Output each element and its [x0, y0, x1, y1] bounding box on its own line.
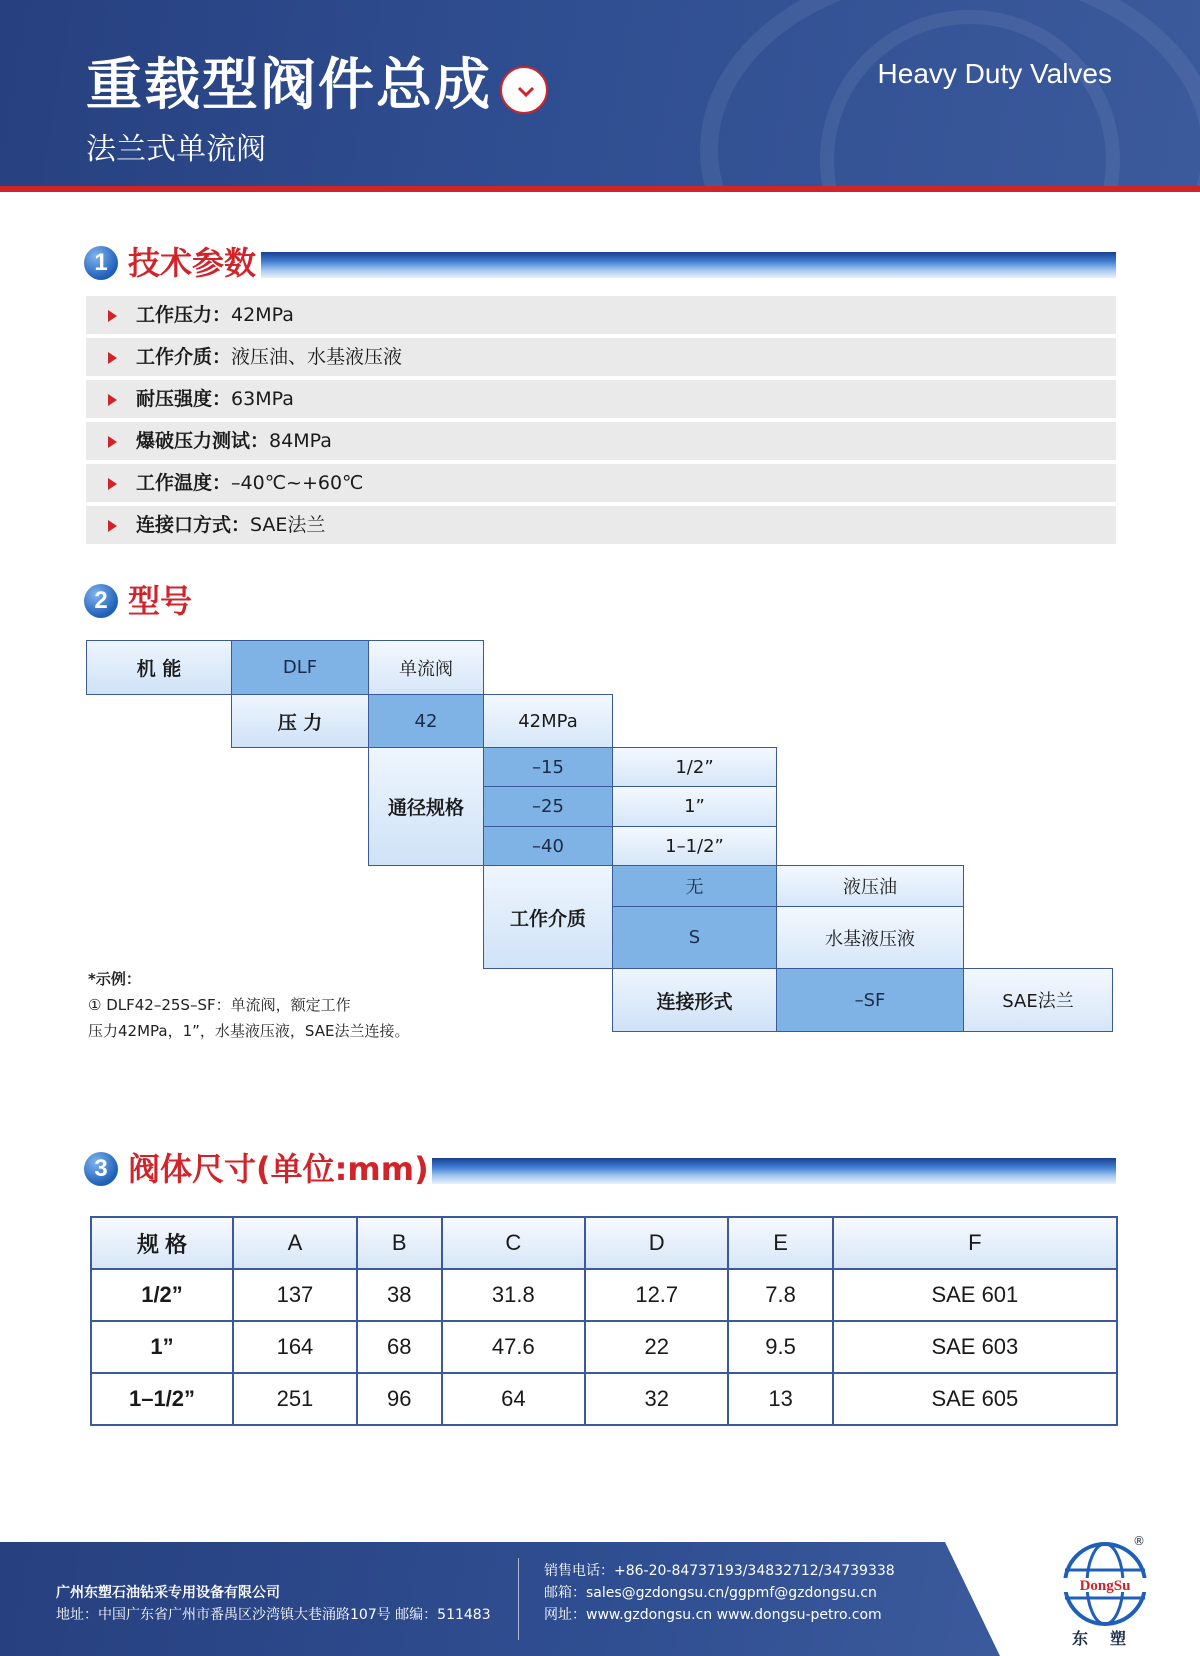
table-cell: 13 [728, 1373, 832, 1425]
section-title: 阀体尺寸(单位:mm) [128, 1150, 429, 1188]
column-header: 规 格 [91, 1217, 233, 1269]
table-cell: 164 [233, 1321, 357, 1373]
model-code-function: DLF [231, 640, 369, 695]
model-desc-bore: 1” [612, 786, 777, 827]
param-label: 工作压力： [136, 304, 232, 326]
section-header-tech-params [84, 242, 1116, 286]
page-subtitle: 法兰式单流阀 [86, 132, 266, 167]
triangle-bullet-icon [108, 352, 117, 364]
param-value: 63MPa [231, 388, 294, 410]
tech-params-list [86, 296, 1116, 548]
param-value: 液压油、水基液压液 [231, 346, 403, 368]
page-title-english: Heavy Duty Valves [877, 58, 1112, 89]
param-row [86, 338, 1116, 376]
registered-mark: ® [1133, 1534, 1145, 1548]
table-row [91, 1269, 1117, 1321]
table-cell: 1” [91, 1321, 233, 1373]
model-desc-bore: 1/2” [612, 747, 777, 787]
model-desc-medium: 水基液压液 [776, 906, 964, 969]
model-code-medium: S [612, 906, 777, 969]
model-code-medium: 无 [612, 865, 777, 907]
triangle-bullet-icon [108, 394, 117, 406]
table-cell: 12.7 [585, 1269, 728, 1321]
model-desc-medium: 液压油 [776, 865, 964, 907]
param-row [86, 380, 1116, 418]
param-value: 84MPa [269, 430, 332, 452]
table-cell: 251 [233, 1373, 357, 1425]
example-line: ① DLF42–25S–SF：单流阀，额定工作 [88, 996, 351, 1014]
section-header-dimensions [84, 1148, 1116, 1192]
section-header-model [84, 580, 384, 624]
table-header-row [91, 1217, 1117, 1269]
model-code-bore: –15 [483, 747, 613, 787]
param-row [86, 506, 1116, 544]
logo-text: DongSu [1079, 1578, 1131, 1594]
table-cell: 47.6 [442, 1321, 585, 1373]
triangle-bullet-icon [108, 310, 117, 322]
table-cell: 137 [233, 1269, 357, 1321]
model-example-note [88, 966, 409, 1044]
footer-email[interactable]: 邮箱：sales@gzdongsu.cn/ggpmf@gzdongsu.cn [544, 1585, 877, 1601]
page-footer [0, 1542, 1200, 1656]
table-cell: SAE 605 [833, 1373, 1117, 1425]
section-number-badge: 3 [84, 1152, 118, 1186]
table-row [91, 1373, 1117, 1425]
footer-phone: 销售电话：+86-20-84737193/34832712/34739338 [544, 1563, 895, 1579]
model-head-function: 机 能 [86, 640, 232, 695]
footer-address: 地址：中国广东省广州市番禺区沙湾镇大巷涌路107号 邮编：511483 [56, 1607, 491, 1623]
param-label: 耐压强度： [136, 388, 232, 410]
table-cell: SAE 601 [833, 1269, 1117, 1321]
model-head-medium: 工作介质 [483, 865, 613, 969]
table-cell: 22 [585, 1321, 728, 1373]
table-cell: SAE 603 [833, 1321, 1117, 1373]
param-value: 42MPa [231, 304, 294, 326]
column-header: E [728, 1217, 832, 1269]
triangle-bullet-icon [108, 478, 117, 490]
model-head-pressure: 压 力 [231, 694, 369, 748]
table-cell: 7.8 [728, 1269, 832, 1321]
section-title-bar [432, 1158, 1116, 1184]
example-line: 压力42MPa，1”，水基液压液，SAE法兰连接。 [88, 1022, 410, 1040]
model-desc-connection: SAE法兰 [963, 968, 1113, 1032]
model-desc-bore: 1–1/2” [612, 826, 777, 866]
section-number-badge: 2 [84, 584, 118, 618]
table-cell: 1–1/2” [91, 1373, 233, 1425]
param-value: SAE法兰 [250, 514, 326, 536]
page-title: 重载型阀件总成 [86, 53, 492, 118]
column-header: A [233, 1217, 357, 1269]
footer-company: 广州东塑石油钻采专用设备有限公司 [56, 1585, 280, 1601]
param-label: 爆破压力测试： [136, 430, 270, 452]
model-desc-pressure: 42MPa [483, 694, 613, 748]
model-code-bore: –25 [483, 786, 613, 827]
logo-chinese-name: 东塑 [1072, 1629, 1149, 1648]
section-title: 型号 [128, 582, 193, 620]
footer-divider [518, 1558, 519, 1640]
model-code-connection: –SF [776, 968, 964, 1032]
param-row [86, 422, 1116, 460]
table-cell: 9.5 [728, 1321, 832, 1373]
model-desc-function: 单流阀 [368, 640, 484, 695]
table-cell: 96 [357, 1373, 442, 1425]
section-title: 技术参数 [128, 244, 257, 282]
param-value: –40℃~+60℃ [231, 472, 364, 494]
param-row [86, 464, 1116, 502]
chevron-down-icon[interactable] [500, 66, 548, 114]
param-label: 连接口方式： [136, 514, 251, 536]
table-cell: 32 [585, 1373, 728, 1425]
table-cell: 31.8 [442, 1269, 585, 1321]
column-header: C [442, 1217, 585, 1269]
section-title-bar [261, 252, 1116, 278]
column-header: F [833, 1217, 1117, 1269]
table-cell: 38 [357, 1269, 442, 1321]
table-cell: 1/2” [91, 1269, 233, 1321]
footer-website[interactable]: 网址：www.gzdongsu.cn www.dongsu-petro.com [544, 1607, 882, 1623]
param-label: 工作温度： [136, 472, 232, 494]
column-header: B [357, 1217, 442, 1269]
example-title: *示例： [88, 970, 141, 988]
table-row [91, 1321, 1117, 1373]
model-code-pressure: 42 [368, 694, 484, 748]
triangle-bullet-icon [108, 520, 117, 532]
table-cell: 68 [357, 1321, 442, 1373]
section-number-badge: 1 [84, 246, 118, 280]
model-code-bore: –40 [483, 826, 613, 866]
triangle-bullet-icon [108, 436, 117, 448]
param-label: 工作介质： [136, 346, 232, 368]
dimensions-table [90, 1216, 1118, 1426]
model-head-bore: 通径规格 [368, 747, 484, 866]
column-header: D [585, 1217, 728, 1269]
header-red-line [0, 186, 1200, 192]
model-head-connection: 连接形式 [612, 968, 777, 1032]
page-header [0, 0, 1200, 192]
param-row [86, 296, 1116, 334]
table-cell: 64 [442, 1373, 585, 1425]
